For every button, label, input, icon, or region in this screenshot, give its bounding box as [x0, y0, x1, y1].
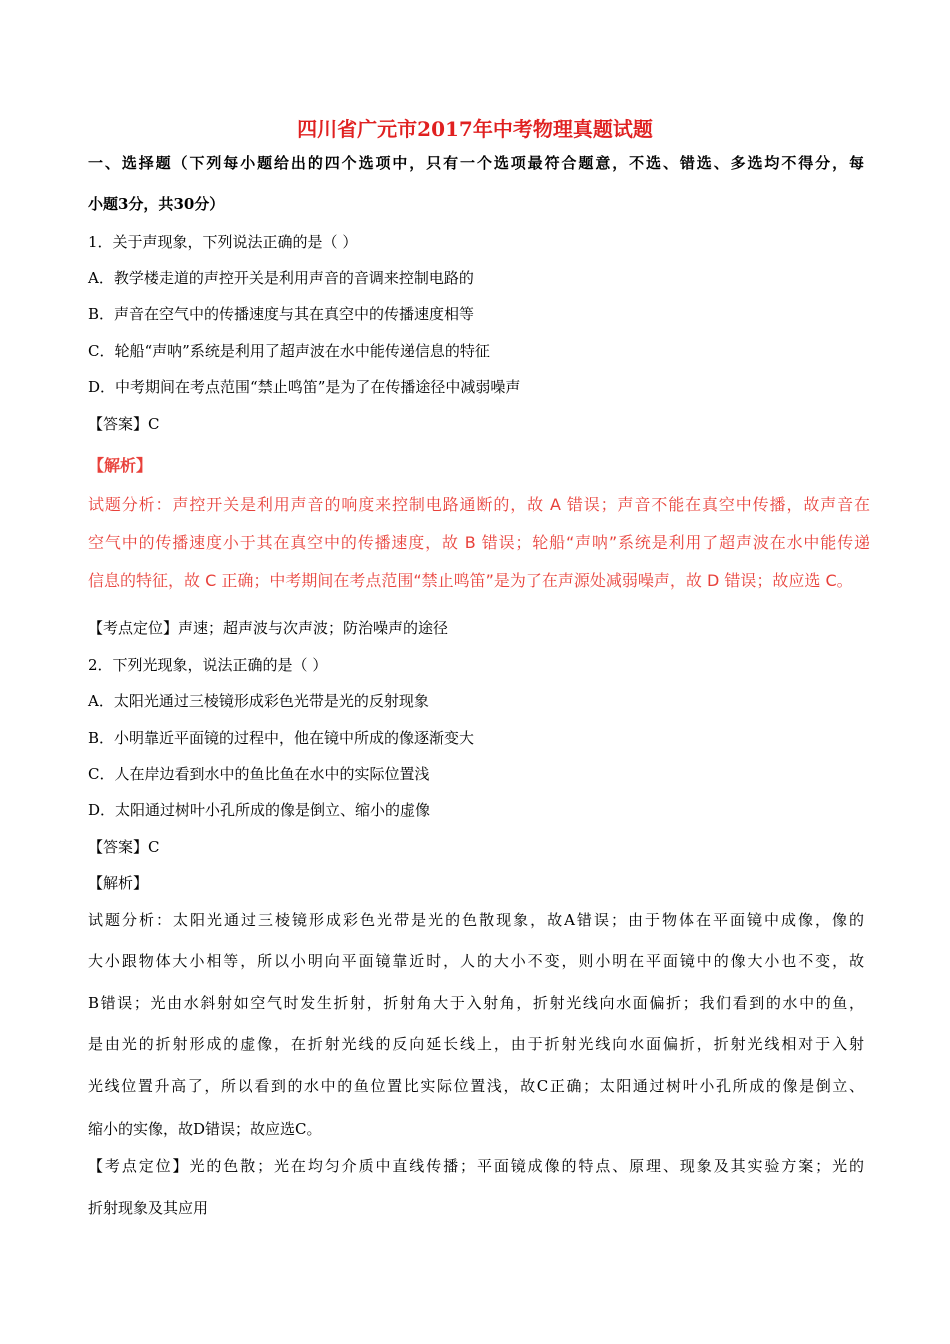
- question-2-kaodian-line: 【考点定位】光的色散；光在均匀介质中直线传播；平面镜成像的特点、原理、现象及其实验方案；光的: [88, 1157, 864, 1175]
- question-2-option-b: B．小明靠近平面镜的过程中，他在镜中所成的像逐渐变大: [88, 729, 475, 747]
- question-1-analysis-line: 空气中的传播速度小于其在真空中的传播速度，故 B 错误；轮船“声呐”系统是利用了超声波在水中能传递: [88, 533, 870, 552]
- question-1-option-d: D．中考期间在考点范围“禁止鸣笛”是为了在传播途径中减弱噪声: [88, 378, 521, 396]
- question-2-option-a: A．太阳光通过三棱镜形成彩色光带是光的反射现象: [88, 692, 429, 710]
- question-2-kaodian-line: 折射现象及其应用: [88, 1199, 209, 1217]
- question-2-analysis-line: 大小跟物体大小相等，所以小明向平面镜靠近时，人的大小不变，则小明在平面镜中的像大小也不变，故: [88, 952, 864, 970]
- question-1-stem: 1．关于声现象，下列说法正确的是（ ）: [88, 233, 358, 251]
- question-1-kaodian: 【考点定位】声速；超声波与次声波；防治噪声的途径: [88, 619, 449, 637]
- section-heading-line-1: 一、选择题（下列每小题给出的四个选项中，只有一个选项最符合题意，不选、错选、多选均不得分，每: [88, 154, 864, 172]
- question-1-option-c: C．轮船“声呐”系统是利用了超声波在水中能传递信息的特征: [88, 342, 490, 360]
- question-2-analysis-line: B错误；光由水斜射如空气时发生折射，折射角大于入射角，折射光线向水面偏折；我们看到的水中的鱼，: [88, 994, 864, 1012]
- question-1-option-b: B．声音在空气中的传播速度与其在真空中的传播速度相等: [88, 305, 475, 323]
- question-2-analysis-line: 是由光的折射形成的虚像，在折射光线的反向延长线上，由于折射光线向水面偏折，折射光线相对于入射: [88, 1035, 864, 1053]
- question-2-analysis-heading: 【解析】: [88, 874, 149, 892]
- question-2-option-c: C．人在岸边看到水中的鱼比鱼在水中的实际位置浅: [88, 765, 430, 783]
- question-2-analysis-line: 试题分析：太阳光通过三棱镜形成彩色光带是光的色散现象，故A错误；由于物体在平面镜中成像，像的: [88, 911, 864, 929]
- question-2-answer: 【答案】C: [88, 838, 160, 856]
- question-1-option-a: A．教学楼走道的声控开关是利用声音的音调来控制电路的: [88, 269, 474, 287]
- question-2-option-d: D．太阳通过树叶小孔所成的像是倒立、缩小的虚像: [88, 801, 431, 819]
- question-1-analysis-line: 试题分析：声控开关是利用声音的响度来控制电路通断的，故 A 错误；声音不能在真空中传播，故声音在: [88, 495, 870, 514]
- question-2-analysis-line: 光线位置升高了，所以看到的水中的鱼位置比实际位置浅，故C正确；太阳通过树叶小孔所成的像是倒立、: [88, 1077, 864, 1095]
- section-heading-line-2: 小题3分，共30分）: [88, 195, 225, 213]
- question-2-analysis-line: 缩小的实像，故D错误；故应选C。: [88, 1120, 322, 1138]
- question-1-analysis-heading: 【解析】: [88, 456, 153, 475]
- page-title: 四川省广元市2017年中考物理真题试题: [297, 117, 653, 141]
- question-1-answer: 【答案】C: [88, 415, 160, 433]
- question-2-stem: 2．下列光现象，说法正确的是（ ）: [88, 656, 328, 674]
- question-1-analysis-line: 信息的特征，故 C 正确；中考期间在考点范围“禁止鸣笛”是为了在声源处减弱噪声，故 D 错误；故应选 C。: [88, 571, 853, 590]
